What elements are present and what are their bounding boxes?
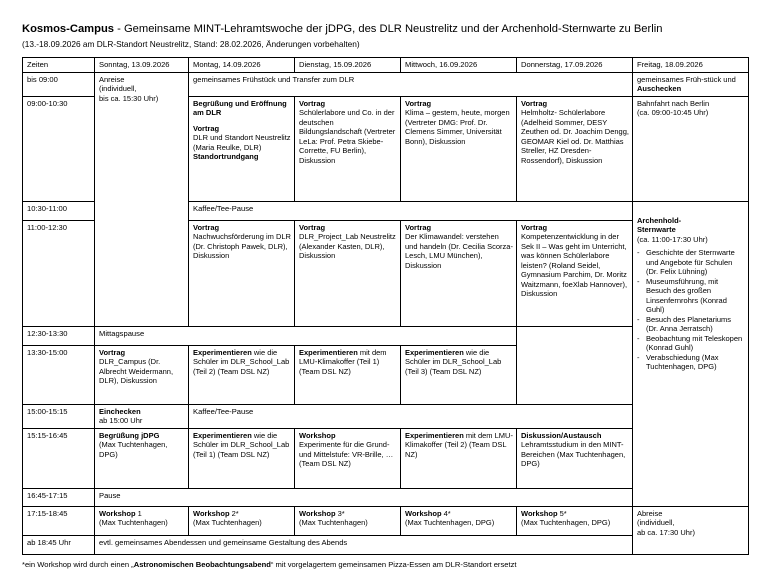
cell-monday-1515 xyxy=(189,428,295,488)
cell-tuesday-workshop3 xyxy=(295,506,401,535)
thursday-1515-title: Diskussion/Austausch xyxy=(521,430,602,440)
friday-observatory-title-1: Archenhold- xyxy=(637,215,682,225)
sunday-workshop1-sub: (Max Tuchtenhagen) xyxy=(99,518,168,528)
wednesday-workshop4-sub: (Max Tuchtenhagen, DPG) xyxy=(405,518,495,528)
page-subtitle: (13.-18.09.2026 am DLR-Standort Neustrelitz, Stand: 28.02.2026, Änderungen vorbehalten) xyxy=(22,39,360,50)
page-title xyxy=(22,22,748,37)
banner-pause: Pause xyxy=(95,488,633,506)
friday-observatory-list xyxy=(637,248,745,372)
friday-departure-line-1: Abreise xyxy=(637,508,663,518)
cell-monday-1330 xyxy=(95,345,189,404)
cell-monday-1100 xyxy=(189,220,295,326)
sunday-welcome-title: Begrüßung jDPG xyxy=(99,430,160,440)
cell-thursday-1330 xyxy=(401,345,517,404)
header-thursday-day: Donnerstag, xyxy=(521,59,563,69)
friday-observatory-title-2: Sternwarte xyxy=(637,225,676,235)
tuesday-0900-body: Schülerlabore und Co. in der deutschen Bildungslandschaft (Vertreter LeLa: Prof. Petra Skiebe-Corrette, FU Berlin), Diskussion xyxy=(299,108,396,165)
wednesday-1100-title: Vortrag xyxy=(405,222,432,232)
monday-1515-body: wie die Schüler im DLR_School_Lab (Teil 1) (Team DSL NZ) xyxy=(193,430,290,459)
wednesday-0900-title: Vortrag xyxy=(405,98,432,108)
time-label-1515-1645: 15:15-16:45 xyxy=(23,428,95,488)
time-label-1500-1515: 15:00-15:15 xyxy=(23,404,95,428)
wednesday-1515-title: Experimentieren xyxy=(405,430,464,440)
cell-friday-departure xyxy=(633,506,749,554)
footnote-post: “ mit vorgelagertem gemeinsamen Pizza-Essen am DLR-Standort ersetzt xyxy=(270,559,517,569)
header-sunday-date: 13.09.2026 xyxy=(129,59,170,69)
list-item: - Geschichte der Sternwarte und Angebote für Schulen (Dr. Felix Lühning) xyxy=(637,248,745,277)
header-wednesday-date: 16.09.2026 xyxy=(437,59,478,69)
cell-wednesday-1515 xyxy=(401,428,517,488)
wednesday-1330-title: Experimentieren xyxy=(299,347,358,357)
cell-tuesday-0900 xyxy=(295,96,401,201)
header-friday-date: 18.09.2026 xyxy=(662,59,703,69)
tuesday-0900-title: Vortrag xyxy=(299,98,326,108)
tuesday-workshop3-num: 3* xyxy=(335,508,345,518)
thursday-1100-title: Vortrag xyxy=(521,222,548,232)
wednesday-workshop4-line xyxy=(405,509,513,519)
wednesday-1515-line xyxy=(405,431,513,460)
wednesday-1100-body: Der Klimawandel: verstehen und handeln (Dr. Cecilia Scorza-Lesch, LMU München), Diskussion xyxy=(405,232,513,270)
thursday-workshop5-title: Workshop xyxy=(521,508,558,518)
thursday-workshop5-sub: (Max Tuchtenhagen, DPG) xyxy=(521,518,611,528)
banner-dinner: evtl. gemeinsames Abendessen und gemeinsame Gestaltung des Abends xyxy=(95,535,633,554)
wednesday-0900-body: Klima – gestern, heute, morgen (Vertreter DMG: Prof. Dr. Clemens Simmer, Universität Bonn), Diskussion xyxy=(405,108,510,146)
sunday-checkin-title: Einchecken xyxy=(99,406,141,416)
time-label-1100-1230: 11:00-12:30 xyxy=(23,220,95,326)
friday-breakfast-strong: Auschecken xyxy=(637,84,682,94)
tuesday-1100-title: Vortrag xyxy=(299,222,326,232)
monday-1330-title: Vortrag xyxy=(99,347,126,357)
monday-0900-title1: Begrüßung und Eröffnung am DLR xyxy=(193,98,287,118)
cell-sunday-welcome xyxy=(95,428,189,488)
cell-friday-train xyxy=(633,96,749,201)
cell-tuesday-1100 xyxy=(295,220,401,326)
thursday-0900-title: Vortrag xyxy=(521,98,548,108)
thursday-workshop5-num: 5* xyxy=(557,508,567,518)
time-label-ab-1845: ab 18:45 Uhr xyxy=(23,535,95,554)
cell-wednesday-workshop4 xyxy=(401,506,517,535)
monday-0900-body: DLR und Standort Neustrelitz (Maria Reulke, DLR) xyxy=(193,133,291,152)
cell-thursday-1515 xyxy=(517,428,633,488)
header-monday-day: Montag, xyxy=(193,59,221,69)
monday-0900-title2: Vortrag xyxy=(193,123,220,133)
monday-1515-line xyxy=(193,431,291,460)
list-item: - Beobachtung mit Teleskopen (Konrad Guhl) xyxy=(637,334,745,353)
cell-friday-observatory xyxy=(633,201,749,506)
monday-1100-title: Vortrag xyxy=(193,222,220,232)
column-header-times: Zeiten xyxy=(23,57,95,72)
footnote-pre: *ein Workshop wird durch einen „ xyxy=(22,559,134,569)
arrival-line-1: Anreise xyxy=(99,74,125,84)
cell-thursday-0900 xyxy=(517,96,633,201)
column-header-friday xyxy=(633,57,749,72)
sunday-checkin-text: ab 15:00 Uhr xyxy=(99,416,143,426)
table-row xyxy=(23,72,749,96)
thursday-1515-body: Lehramtsstudium in den MINT-Bereichen (Max Tuchtenhagen, DPG) xyxy=(521,440,626,469)
tuesday-workshop3-line xyxy=(299,509,397,519)
list-item: - Museumsführung, mit Besuch des großen Linsenfernrohrs (Konrad Guhl) xyxy=(637,277,745,315)
wednesday-1515-body: mit dem LMU-Klimakoffer (Teil 2) (Team DSL NZ) xyxy=(405,430,513,459)
column-header-sunday xyxy=(95,57,189,72)
friday-departure-line-2: (individuell, xyxy=(637,518,675,528)
friday-train-line-2: (ca. 09:00-10:45 Uhr) xyxy=(637,108,709,118)
cell-wednesday-1100 xyxy=(401,220,517,326)
friday-train-line-1: Bahnfahrt nach Berlin xyxy=(637,98,710,108)
time-label-1330-1500: 13:30-15:00 xyxy=(23,345,95,404)
friday-breakfast-text: gemeinsames Früh-stück und xyxy=(637,74,736,84)
monday-1100-body: Nachwuchsförderung im DLR (Dr. Christoph Pawek, DLR), Diskussion xyxy=(193,232,291,261)
tuesday-1330-title: Experimentieren xyxy=(193,347,252,357)
monday-1330-body: DLR_Campus (Dr. Albrecht Weidermann, DLR), Diskussion xyxy=(99,357,174,386)
header-monday-date: 14.09.2026 xyxy=(220,59,261,69)
time-label-1030-1100: 10:30-11:00 xyxy=(23,201,95,220)
tuesday-1100-body: DLR_Project_Lab Neustrelitz (Alexander Kasten, DLR), Diskussion xyxy=(299,232,396,261)
monday-workshop2-num: 2* xyxy=(229,508,239,518)
tuesday-workshop3-sub: (Max Tuchtenhagen) xyxy=(299,518,368,528)
footnote xyxy=(22,560,748,569)
banner-coffee-morning: Kaffee/Tee-Pause xyxy=(189,201,633,220)
banner-coffee-afternoon: Kaffee/Tee-Pause xyxy=(189,404,633,428)
cell-sunday-workshop1 xyxy=(95,506,189,535)
tuesday-1330-body: wie die Schüler im DLR_School_Lab (Teil 2) (Team DSL NZ) xyxy=(193,347,290,376)
time-label-1230-1330: 12:30-13:30 xyxy=(23,326,95,345)
header-tuesday-date: 15.09.2026 xyxy=(331,59,372,69)
sunday-workshop1-line xyxy=(99,509,185,519)
page-title-strong: Kosmos-Campus xyxy=(22,23,115,35)
banner-lunch: Mittagspause xyxy=(95,326,517,345)
list-item: - Verabschiedung (Max Tuchtenhagen, DPG) xyxy=(637,353,745,372)
time-label-bis-0900: bis 09:00 xyxy=(23,72,95,96)
cell-wednesday-0900 xyxy=(401,96,517,201)
sunday-welcome-text: (Max Tuchtenhagen, DPG) xyxy=(99,440,168,459)
tuesday-1330-line xyxy=(193,348,291,377)
schedule-table xyxy=(22,57,749,555)
monday-0900-title3: Standortrundgang xyxy=(193,152,259,162)
cell-thursday-workshop5 xyxy=(517,506,633,535)
header-sunday-day: Sonntag, xyxy=(99,59,130,69)
time-label-1645-1715: 16:45-17:15 xyxy=(23,488,95,506)
arrival-line-3: bis ca. 15:30 Uhr) xyxy=(99,93,159,103)
cell-thursday-1100 xyxy=(517,220,633,326)
wednesday-workshop4-title: Workshop xyxy=(405,508,442,518)
list-item: - Besuch des Planetariums (Dr. Anna Jerratsch) xyxy=(637,315,745,334)
column-header-tuesday xyxy=(295,57,401,72)
cell-tuesday-1515 xyxy=(295,428,401,488)
banner-breakfast: gemeinsames Frühstück und Transfer zum DLR xyxy=(189,72,633,96)
monday-workshop2-sub: (Max Tuchtenhagen) xyxy=(193,518,262,528)
wednesday-workshop4-num: 4* xyxy=(441,508,451,518)
footnote-strong: Astronomischen Beobachtungsabend xyxy=(133,559,271,569)
monday-workshop2-line xyxy=(193,509,291,519)
cell-friday-breakfast xyxy=(633,72,749,96)
header-thursday-date: 17.09.2026 xyxy=(562,59,603,69)
cell-tuesday-1330 xyxy=(189,345,295,404)
tuesday-1515-body: Experimente für die Grund- und Mittelstufe: VR-Brille, … (Team DSL NZ) xyxy=(299,440,394,469)
cell-monday-workshop2 xyxy=(189,506,295,535)
column-header-wednesday xyxy=(401,57,517,72)
sunday-workshop1-num: 1 xyxy=(135,508,142,518)
tuesday-1515-title: Workshop xyxy=(299,430,336,440)
column-header-thursday xyxy=(517,57,633,72)
thursday-1330-body: wie die Schüler im DLR_School_Lab (Teil 3) (Team DSL NZ) xyxy=(405,347,502,376)
thursday-workshop5-line xyxy=(521,509,629,519)
page-title-rest: - Gemeinsame MINT-Lehramtswoche der jDPG, des DLR Neustrelitz und der Archenhold-Sternwarte zu Berlin xyxy=(114,23,663,35)
cell-wednesday-1330 xyxy=(295,345,401,404)
table-header-row xyxy=(23,57,749,72)
wednesday-1330-body: mit dem LMU-Klimakoffer (Teil 1) (Team DSL NZ) xyxy=(299,347,387,376)
thursday-1330-title: Experimentieren xyxy=(405,347,464,357)
thursday-0900-body: Helmholtz- Schülerlabore (Adelheid Sommer, DESY Zeuthen od. Dr. Joachim Dengg, GEOMAR Kiel od. Dr. Matthias Streller, HZ Dresden-Rossendorf), Diskussion xyxy=(521,108,629,165)
time-label-1715-1845: 17:15-18:45 xyxy=(23,506,95,535)
cell-monday-0900 xyxy=(189,96,295,201)
column-header-monday xyxy=(189,57,295,72)
header-tuesday-day: Dienstag, xyxy=(299,59,332,69)
monday-workshop2-title: Workshop xyxy=(193,508,230,518)
tuesday-workshop3-title: Workshop xyxy=(299,508,336,518)
monday-1515-title: Experimentieren xyxy=(193,430,252,440)
thursday-1330-line xyxy=(405,348,513,377)
arrival-line-2: (individuell, xyxy=(99,84,137,94)
table-row xyxy=(23,506,749,535)
thursday-1100-body: Kompetenzentwicklung in der Sek II – Was geht im Unterricht, was können Schülerlabore leisten? (Roland Seidel, Gymnasium Parchim, Dr. Moritz Waitzmann, foeXlab Hannover), Diskussion xyxy=(521,232,628,299)
cell-sunday-checkin xyxy=(95,404,189,428)
sunday-workshop1-title: Workshop xyxy=(99,508,136,518)
friday-observatory-time: (ca. 11:00-17:30 Uhr) xyxy=(637,234,708,244)
header-friday-day: Freitag, xyxy=(637,59,663,69)
header-wednesday-day: Mittwoch, xyxy=(405,59,438,69)
friday-departure-line-3: ab ca. 17:30 Uhr) xyxy=(637,527,695,537)
cell-sunday-arrival xyxy=(95,72,189,326)
wednesday-1330-line xyxy=(299,348,397,377)
time-label-0900-1030: 09:00-10:30 xyxy=(23,96,95,201)
